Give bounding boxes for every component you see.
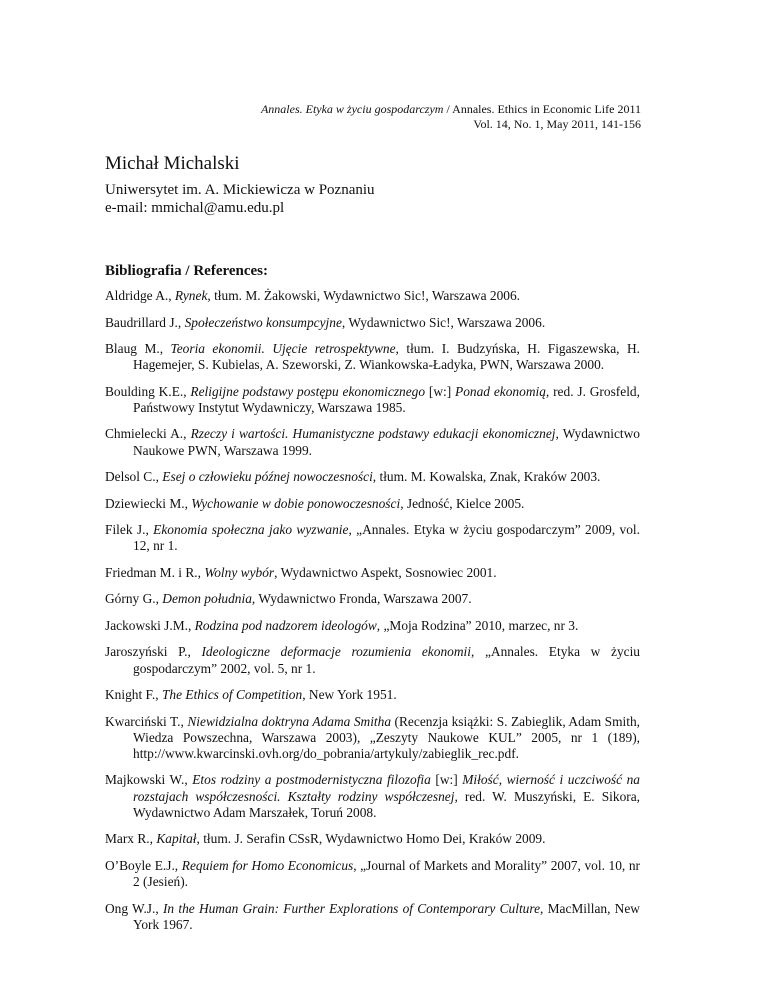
reference-title: Wychowanie w dobie ponowoczesności [191,495,401,511]
reference-title: Rzeczy i wartości. Humanistyczne podstawy edukacji ekonomicznej [190,426,556,442]
reference-text: , tłum. I. Budzyńska, H. Figaszewska, H. Hagemejer, S. Kubielas, A. Szeworski, Z. Wiankowska-Ładyka, PWN, Warszawa 2000. [133,341,640,373]
reference-item [105,831,640,847]
author-email: e-mail: mmichal@amu.edu.pl [105,200,285,216]
reference-item [105,384,640,416]
reference-title: Ideologiczne deformacje rozumienia ekonomii [201,644,471,660]
reference-text: , Wydawnictwo Naukowe PWN, Warszawa 1999. [133,426,640,458]
reference-title: Ponad ekonomią [455,383,546,399]
reference-text: Baudrillard J., [105,314,185,330]
reference-title: Esej o człowieku późnej nowoczesności [162,469,373,485]
reference-item [105,772,640,821]
reference-title: The Ethics of Competition [161,687,303,703]
reference-text: Boulding K.E., [105,383,191,399]
reference-text: Majkowski W., [105,772,193,788]
reference-text: , Wydawnictwo Fronda, Warszawa 2007. [251,591,472,607]
reference-text: (Recenzja książki: S. Zabieglik, Adam Smith, Wiedza Powszechna, Warszawa 2003), „Zeszyty Naukowe KUL” 2005, nr 1 (189), http://www.kwarcinski.ovh.org/do_pobrania/artykuly/zabieglik_rec.pdf. [133,713,640,761]
reference-text: , „Moja Rodzina” 2010, marzec, nr 3. [376,617,579,633]
reference-text: , tłum. M. Żakowski, Wydawnictwo Sic!, Warszawa 2006. [207,288,521,303]
reference-title: Etos rodziny a postmodernistyczna filozofia [192,772,431,788]
journal-title-line [0,102,641,117]
reference-item [105,591,640,607]
reference-text: Górny G., [105,591,163,607]
reference-title: Religijne podstawy postępu ekonomicznego [190,383,426,399]
reference-title: Społeczeństwo konsumpcyjne [184,314,342,330]
journal-title-rest: / Annales. Ethics in Economic Life 2011 [443,102,641,116]
reference-text: Ong W.J., [105,900,163,916]
reference-text: , „Journal of Markets and Morality” 2007, vol. 10, nr 2 (Jesień). [133,857,641,890]
reference-item [105,341,640,373]
journal-title: Annales. Etyka w życiu gospodarczym [260,102,444,116]
journal-header [0,102,641,132]
reference-text: Marx R., [105,831,157,847]
reference-text: , „Annales. Etyka w życiu gospodarczym” 2009, vol. 12, nr 1. [133,522,640,554]
reference-item [105,426,640,458]
reference-text: Jackowski J.M., [105,617,195,633]
reference-text: , New York 1951. [302,687,397,703]
reference-text: , MacMillan, New York 1967. [133,900,640,932]
references-section [105,262,640,943]
reference-text: , red. J. Grosfeld, Państwowy Instytut Wydawniczy, Warszawa 1985. [133,383,640,415]
reference-item [105,901,640,933]
reference-text: Chmielecki A., [105,426,191,442]
reference-text: O’Boyle E.J., [105,857,182,873]
reference-title: Kapitał [156,831,197,847]
reference-title: Requiem for Homo Economicus [181,857,354,873]
reference-item [105,496,640,512]
reference-text: Jaroszyński P., [105,644,202,660]
reference-text: Blaug M., [105,341,171,356]
reference-text: , Jedność, Kielce 2005. [400,495,525,511]
references-title: Bibliografia / References: [105,263,269,279]
reference-item [105,714,640,763]
reference-item [105,618,640,634]
reference-text: Dziewiecki M., [105,495,192,511]
reference-text: , tłum. J. Serafin CSsR, Wydawnictwo Homo Dei, Kraków 2009. [196,831,546,847]
reference-item [105,687,640,703]
reference-title: Niewidzialna doktryna Adama Smitha [187,713,392,729]
reference-text: , tłum. M. Kowalska, Znak, Kraków 2003. [372,469,601,485]
reference-item [105,522,640,554]
reference-title: Demon południa [162,591,252,607]
reference-text: , Wydawnictwo Sic!, Warszawa 2006. [341,314,546,330]
reference-item [105,469,640,485]
journal-volume: Vol. 14, No. 1, May 2011, 141-156 [473,117,641,131]
reference-text: Aldridge A., [105,288,175,303]
reference-text: , „Annales. Etyka w życiu gospodarczym” 2002, vol. 5, nr 1. [133,644,641,676]
reference-item [105,858,640,890]
reference-text: Friedman M. i R., [105,564,205,580]
reference-text: Kwarciński T., [105,713,188,729]
reference-text: [w:] [430,772,463,788]
reference-text: Filek J., [105,522,154,538]
reference-title: Teoria ekonomii. Ujęcie retrospektywne [170,341,396,356]
author-affiliation: Uniwersytet im. A. Mickiewicza w Poznaniu [105,182,375,198]
references-list [105,288,640,933]
reference-title: Rynek [174,288,208,303]
reference-item [105,644,640,676]
reference-title: Wolny wybór [204,564,275,580]
reference-text: red. W. Muszyński, E. Sikora, Wydawnictwo Adam Marszałek, Toruń 2008. [133,788,641,820]
reference-title: In the Human Grain: Further Explorations of Contemporary Culture [162,900,541,916]
author-block [105,153,375,217]
reference-title: Ekonomia społeczna jako wyzwanie [153,522,349,538]
reference-item [105,288,640,304]
reference-text: [w:] [425,383,456,399]
reference-title: Miłość, wierność i uczciwość na rozstajach współczesności. Kształty rodziny współczesnej, [133,772,640,804]
author-name: Michał Michalski [105,153,240,174]
reference-text: , Wydawnictwo Aspekt, Sosnowiec 2001. [274,564,497,580]
reference-title: Rodzina pod nadzorem ideologów [194,617,377,633]
reference-text: Knight F., [105,687,162,703]
reference-item [105,315,640,331]
reference-item [105,565,640,581]
reference-text: Delsol C., [105,469,163,485]
